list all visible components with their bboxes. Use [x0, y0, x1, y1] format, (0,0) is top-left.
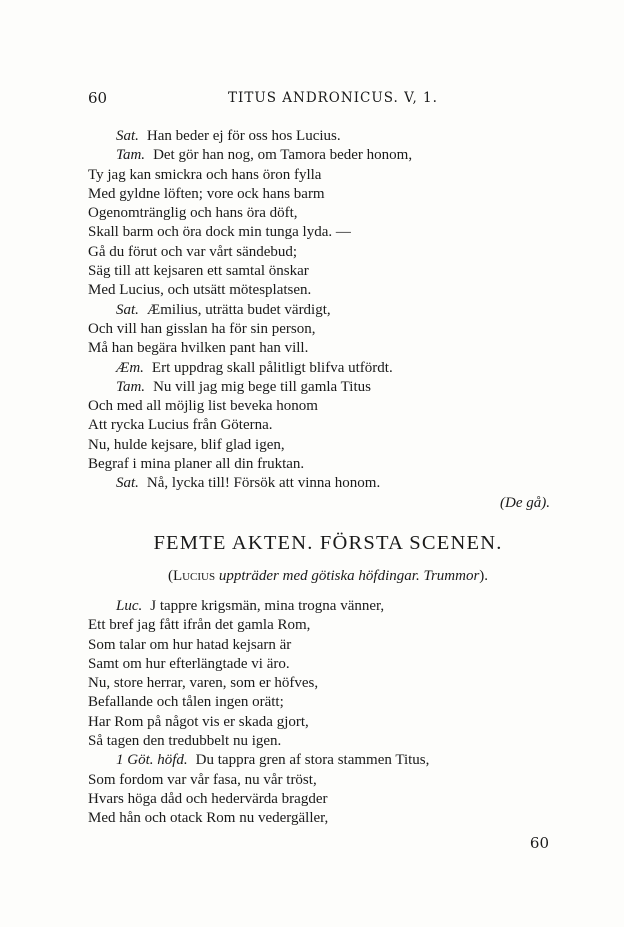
line-text: Så tagen den tredubbelt nu igen. [88, 733, 282, 750]
speaker-label: Æm. [116, 359, 144, 376]
verse-line [88, 397, 568, 416]
verse-line [88, 223, 568, 242]
line-text: Æmilius, uträtta budet värdigt, [146, 301, 331, 318]
character-name: Lucius [172, 567, 216, 584]
line-text: Han beder ej för oss hos Lucius. [146, 128, 341, 144]
line-text: Med Lucius, och utsätt mötesplatsen. [88, 282, 312, 299]
speaker-label: Sat. [116, 128, 139, 144]
line-text: Hvars höga dåd och hedervärda bragder [88, 790, 328, 807]
verse-line [88, 732, 568, 751]
stage-direction [88, 563, 568, 589]
verse-block [88, 127, 568, 494]
line-text: Ert uppdrag skall pålitligt blifva utfördt. [151, 359, 393, 376]
stage-direction-close: ). [479, 567, 489, 584]
verse-line [88, 636, 568, 655]
verse-line [88, 166, 568, 185]
verse-line [88, 771, 568, 790]
running-title: TITUS ANDRONICUS. V, 1. [228, 90, 438, 106]
verse-line [88, 204, 568, 223]
line-text: Som fordom var vår fasa, nu vår tröst, [88, 771, 317, 788]
line-text: Som talar om hur hatad kejsarn är [88, 636, 292, 653]
speaker-label: Tam. [116, 147, 146, 164]
stage-direction-text: uppträder med götiska höfdingar. Trummor [215, 567, 480, 584]
body-text [88, 127, 568, 829]
running-head [88, 89, 548, 109]
line-text: Ogenomtränglig och hans öra döft, [88, 205, 298, 222]
line-text: Säg till att kejsaren ett samtal önskar [88, 263, 309, 280]
verse-line [88, 790, 568, 809]
verse-line [88, 339, 568, 358]
line-text: J tappre krigsmän, mina trogna vänner, [150, 597, 385, 614]
verse-line [88, 809, 568, 828]
verse-line [88, 655, 568, 674]
line-text: Begraf i mina planer all din fruktan. [88, 456, 305, 473]
act-heading: FEMTE AKTEN. FÖRSTA SCENEN. [153, 531, 503, 554]
speaker-label: Sat. [116, 475, 139, 492]
page-number: 60 [88, 89, 108, 107]
footer-page-number: 60 [529, 834, 549, 852]
verse-line [88, 185, 568, 204]
verse-line [88, 751, 568, 770]
verse-line [88, 359, 568, 378]
verse-line [88, 301, 568, 320]
line-text: Har Rom på något vis er skada gjort, [88, 713, 309, 730]
line-text: Samt om hur efterlängtade vi äro. [88, 655, 290, 672]
stage-direction-open: ( [167, 567, 173, 584]
line-text: Skall barm och öra dock min tunga lyda. — [88, 224, 351, 241]
verse-line [88, 127, 568, 146]
verse-line [88, 320, 568, 339]
line-text: Ett bref jag fått ifrån det gamla Rom, [88, 617, 311, 634]
verse-line [88, 674, 568, 693]
line-text: Med gyldne löften; vore ock hans barm [88, 185, 325, 202]
line-text: Må han begära hvilken pant han vill. [88, 340, 309, 357]
verse-line [88, 597, 568, 616]
speaker-label: Tam. [116, 378, 146, 395]
verse-line [88, 616, 568, 635]
line-text: Du tappra gren af stora stammen Titus, [195, 752, 430, 769]
line-text: Nu vill jag mig bege till gamla Titus [153, 378, 371, 395]
line-text: Nu, store herrar, varen, som er höfves, [88, 675, 319, 692]
verse-line [88, 474, 568, 493]
speaker-label: Luc. [116, 597, 143, 614]
speaker-label: Sat. [116, 301, 139, 318]
line-text: Nå, lycka till! Försök att vinna honom. [146, 475, 381, 492]
line-text: Ty jag kan smickra och hans öron fylla [88, 166, 322, 183]
line-text: Gå du förut och var vårt sändebud; [88, 243, 298, 260]
speaker-label: 1 Göt. höfd. [116, 752, 188, 769]
verse-line [88, 713, 568, 732]
verse-line [88, 243, 568, 262]
line-text: Det gör han nog, om Tamora beder honom, [153, 147, 413, 164]
line-text: Och med all möjlig list beveka honom [88, 398, 318, 415]
line-text: Nu, hulde kejsare, blif glad igen, [88, 436, 285, 453]
verse-line [88, 455, 568, 474]
verse-line [88, 281, 568, 300]
stage-exit: (De gå). [500, 494, 550, 511]
verse-line [88, 378, 568, 397]
line-text: Med hån och otack Rom nu vedergäller, [88, 810, 329, 827]
verse-line [88, 146, 568, 165]
verse-line [88, 416, 568, 435]
line-text: Och vill han gisslan ha för sin person, [88, 320, 316, 337]
verse-line [88, 262, 568, 281]
verse-line [88, 693, 568, 712]
verse-line [88, 436, 568, 455]
scene-verse-block [88, 597, 568, 829]
line-text: Att rycka Lucius från Göterna. [88, 417, 273, 434]
line-text: Befallande och tålen ingen orätt; [88, 694, 284, 711]
